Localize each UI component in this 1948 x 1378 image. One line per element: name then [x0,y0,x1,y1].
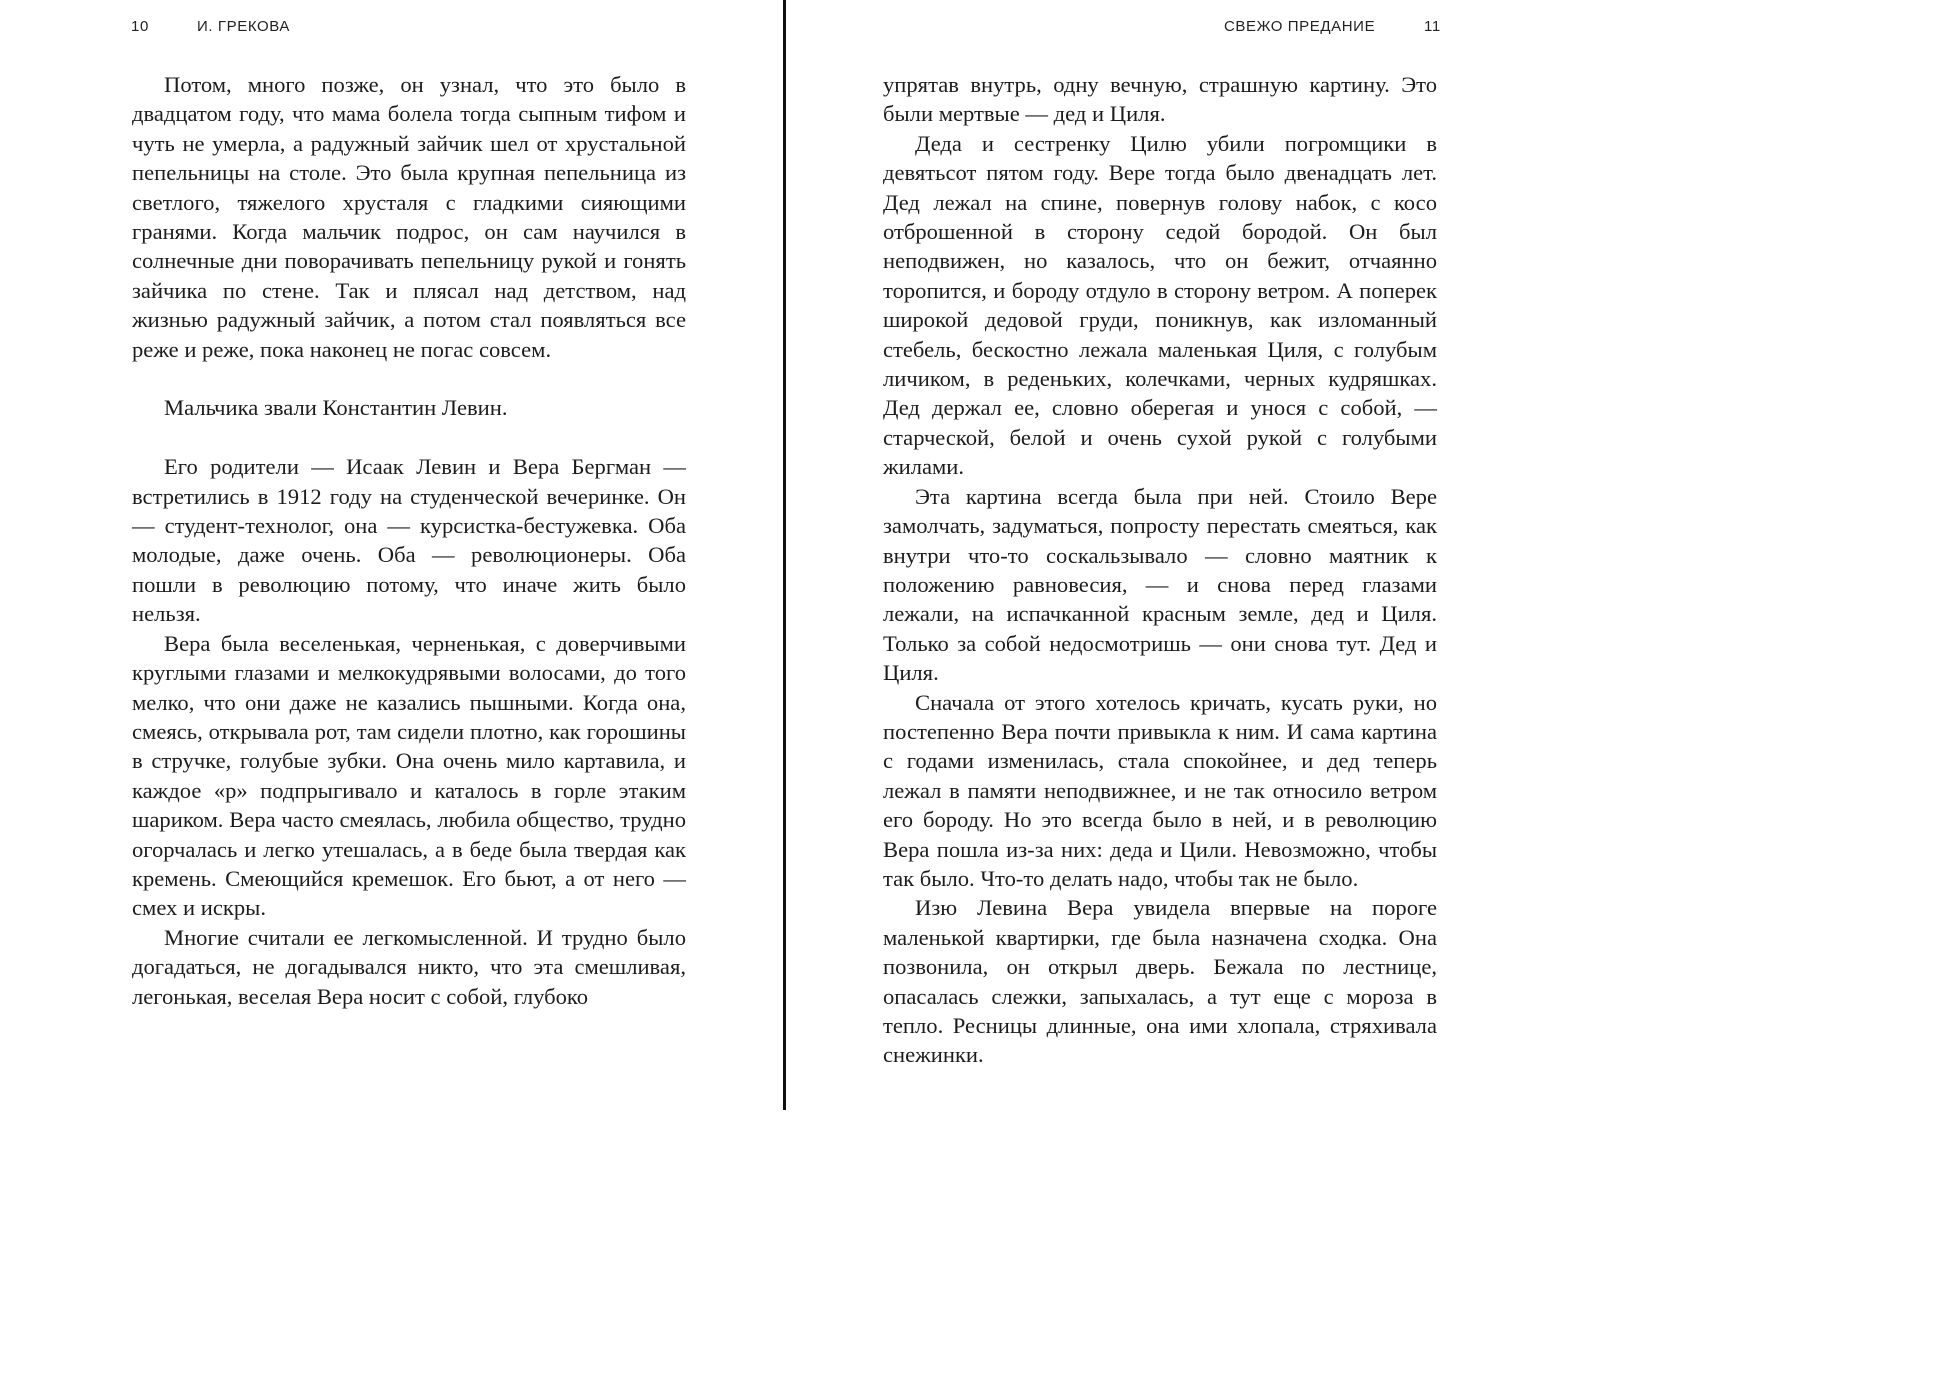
right-page-body [883,70,1437,1070]
paragraph: Потом, много позже, он узнал, что это было в двадцатом году, что мама болела тогда сыпным тифом и чуть не умерла, а радужный зайчик шел от хрустальной пепельницы на столе. Это была крупная пепельница из светлого, тяжелого хрусталя с гладкими сияющими гранями. Когда мальчик подрос, он сам научился в солнечные дни поворачивать пепельницу рукой и гонять зайчика по стене. Так и плясал над детством, над жизнью радужный зайчик, а потом стал появляться все реже и реже, пока наконец не погас совсем. [132,72,686,362]
paragraph: Сначала от этого хотелось кричать, кусать руки, но постепенно Вера почти привыкла к ним. И сама картина с годами изменилась, стала спокойнее, и дед теперь лежал в памяти неподвижнее, и не так относило ветром его бороду. Но это всегда было в ней, и в революцию Вера пошла из-за них: деда и Цили. Невозможно, чтобы так было. Что-то делать надо, чтобы так не было. [883,689,1437,891]
left-page [0,0,783,1110]
paragraph: упрятав внутрь, одну вечную, страшную картину. Это были мертвые — дед и Циля. [883,72,1437,127]
left-page-body [132,70,686,1011]
page-number-left: 10 [131,18,149,35]
running-title-right: СВЕЖО ПРЕДАНИЕ [1224,18,1376,35]
paragraph: Деда и сестренку Цилю убили погромщики в девятьсот пятом году. Вере тогда было двенадцать лет. Дед лежал на спине, повернув голову набок, с косо отброшенной в сторону седой бородой. Он был неподвижен, но казалось, что он бежит, отчаянно торопится, и бороду отдуло в сторону ветром. А поперек широкой дедовой груди, поникнув, как изломанный стебель, бескостно лежала маленькая Циля, с голубым личиком, в реденьких, колечками, черных кудряшках. Дед держал ее, словно оберегая и унося с собой, — старческой, белой и очень сухой рукой с голубыми жилами. [883,130,1437,480]
paragraph: Изю Левина Вера увидела впервые на пороге маленькой квартирки, где была назначена сходка. Она позвонила, он открыл дверь. Бежала по лестнице, опасалась слежки, запыхалась, а тут еще с мороза в тепло. Ресницы длинные, она ими хлопала, стряхивала снежинки. [883,895,1437,1068]
paragraph: Эта картина всегда была при ней. Стоило Вере замолчать, задуматься, попросту перестать смеяться, как внутри что-то соскальзывало — словно маятник к положению равновесия, — и снова перед глазами лежали, на испачканной красным земле, дед и Циля. Только за собой недосмотришь — они снова тут. Дед и Циля. [883,483,1437,686]
paragraph: Вера была веселенькая, черненькая, с доверчивыми круглыми глазами и мелкокудрявыми волосами, до того мелко, что они даже не казались пышными. Когда она, смеясь, открывала рот, там сидели плотно, как горошины в стручке, голубые зубки. Она очень мило картавила, и каждое «р» подпрыгивало и каталось в горле этаким шариком. Вера часто смеялась, любила общество, трудно огорчалась и легко утешалась, а в беде была твердая как кремень. Смеющийся кремешок. Его бьют, а от него — смех и искры. [132,630,686,921]
right-page [786,0,1568,1110]
paragraph: Его родители — Исаак Левин и Вера Бергман — встретились в 1912 году на студенческой вечеринке. Он — студент-технолог, она — курсистка-бестужевка. Оба молодые, даже очень. Оба — революционеры. Оба пошли в революцию потому, что иначе жить было нельзя. [132,454,686,627]
paragraph: Многие считали ее легкомысленной. И трудно было догадаться, не догадывался никто, что эта смешливая, легонькая, веселая Вера носит с собой, глубоко [132,924,686,1009]
page-number-right: 11 [1424,18,1441,35]
paragraph: Мальчика звали Константин Левин. [164,395,508,421]
running-title-left: И. ГРЕКОВА [197,18,290,35]
